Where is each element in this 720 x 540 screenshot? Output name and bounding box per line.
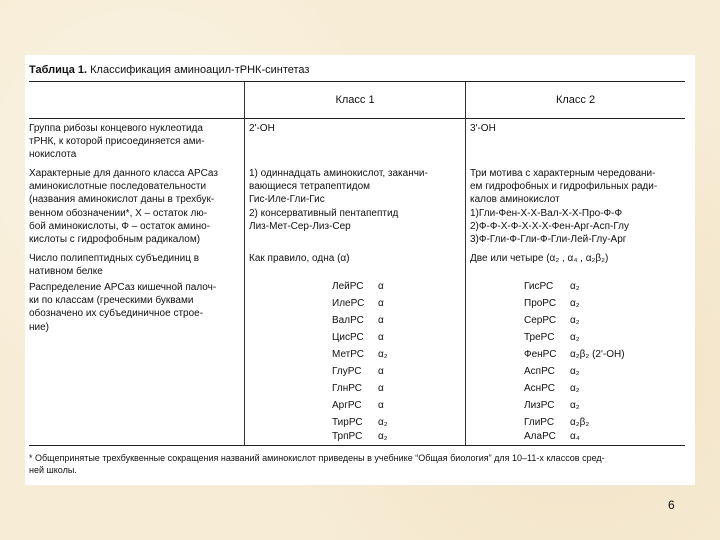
footnote	[29, 452, 605, 476]
row1-class2: 3'-ОН	[470, 123, 496, 134]
text-line: нокислота	[29, 149, 77, 161]
text-line: 2)Ф-Ф-Х-Ф-Х-Х-Х-Фен-Арг-Асп-Глу	[470, 220, 630, 232]
header-class-2: Класс 2	[555, 94, 596, 106]
text-line: ние)	[29, 321, 49, 333]
enzyme-name: ГлиРС	[524, 417, 555, 428]
class1-enzyme	[332, 417, 388, 428]
caption-text: Классификация аминоацил-тРНК-синтетаз	[90, 64, 310, 76]
text-line: Распределение АРСаз кишечной палоч-	[29, 282, 217, 293]
row2-class2	[470, 167, 657, 246]
text-line: калов аминокислот	[470, 194, 560, 206]
class2-enzyme	[524, 332, 580, 343]
enzyme-name: ГлнРС	[332, 383, 362, 394]
subunit-structure: α₂	[570, 400, 580, 411]
enzyme-name: МетРС	[332, 349, 365, 360]
enzyme-name: ВалРС	[332, 315, 364, 326]
enzyme-name: ЦисРС	[332, 332, 364, 343]
row4-criterion	[29, 281, 216, 334]
enzyme-name: ГисРС	[524, 281, 554, 292]
class1-enzyme	[332, 349, 388, 360]
text-line: * Общепринятые трехбуквенные сокращения названий аминокислот приведены в учебнике “Общая биология” для 10–11-х классов сред-	[29, 453, 605, 463]
subunit-structure: α₂	[570, 366, 580, 377]
class2-enzyme	[524, 281, 580, 292]
enzyme-name: СерРС	[524, 315, 557, 326]
column-divider-2	[465, 81, 466, 445]
table-rule-top	[29, 81, 685, 82]
enzyme-name: АлаРС	[524, 431, 556, 442]
class1-enzyme	[332, 315, 384, 326]
text-line: Характерные для данного класса АРСаз	[29, 168, 218, 179]
class2-enzyme	[524, 298, 580, 309]
class1-enzyme	[332, 332, 384, 343]
text-line: Группа рибозы концевого нуклеотида	[29, 123, 203, 134]
subunit-structure: α₂β₂ (2'-ОН)	[570, 349, 625, 360]
column-divider-1	[244, 81, 245, 445]
class1-enzyme	[332, 281, 384, 292]
row2-class1	[249, 167, 428, 233]
enzyme-name: ЛизРС	[524, 400, 555, 411]
class1-enzyme	[332, 298, 384, 309]
enzyme-name: ТрпРС	[332, 431, 363, 442]
class1-enzyme	[332, 383, 384, 394]
text-line: Число полипептидных субъединиц в	[29, 253, 200, 264]
subunit-structure: α₂	[378, 349, 388, 360]
enzyme-name: ЛейРС	[332, 281, 364, 292]
text-line: Гис-Иле-Гли-Гис	[249, 194, 325, 206]
class2-enzyme	[524, 383, 580, 394]
row3-class2: Две или четыре (α₂ , α₄ , α₂β₂)	[470, 253, 609, 264]
text-line: кислоты с гидрофобным радикалом)	[29, 234, 201, 246]
enzyme-name: АснРС	[524, 383, 555, 394]
subunit-structure: α₂β₂	[570, 417, 590, 428]
text-line: аминокислотные последовательности	[29, 181, 207, 193]
subunit-structure: α₂	[570, 298, 580, 309]
table-rule-header	[29, 118, 685, 119]
text-line: обозначено их субъединичное строе-	[29, 308, 204, 320]
enzyme-name: ГлуРС	[332, 366, 362, 377]
enzyme-name: ТреРС	[524, 332, 555, 343]
text-line: ней школы.	[29, 465, 77, 475]
page-number: 6	[668, 498, 675, 512]
subunit-structure: α	[378, 383, 384, 394]
enzyme-name: ПроРС	[524, 298, 557, 309]
subunit-structure: α₂	[570, 315, 580, 326]
subunit-structure: α₄	[570, 431, 580, 442]
class1-enzyme	[332, 431, 388, 442]
class2-enzyme	[524, 366, 580, 377]
table-caption	[29, 64, 309, 76]
text-line: Лиз-Мет-Сер-Лиз-Сер	[249, 220, 351, 232]
class1-enzyme	[332, 366, 384, 377]
text-line: Три мотива с характерным чередовани-	[470, 168, 656, 179]
text-line: вающиеся тетрапептидом	[249, 181, 371, 193]
table-rule-bottom	[29, 445, 685, 446]
subunit-structure: α	[378, 332, 384, 343]
row2-criterion	[29, 167, 218, 246]
row1-class1: 2'-ОН	[249, 123, 275, 134]
enzyme-name: АргРС	[332, 400, 362, 411]
subunit-structure: α	[378, 400, 384, 411]
subunit-structure: α₂	[570, 383, 580, 394]
text-line: 2) консервативный пентапептид	[249, 207, 399, 219]
class2-enzyme	[524, 315, 580, 326]
class2-enzyme	[524, 431, 580, 442]
class1-enzyme	[332, 400, 384, 411]
enzyme-name: АспРС	[524, 366, 555, 377]
subunit-structure: α₂	[570, 281, 580, 292]
text-line: бой аминокислоты, Ф – остаток амино-	[29, 220, 211, 232]
enzyme-name: ФенРС	[524, 349, 557, 360]
subunit-structure: α	[378, 315, 384, 326]
class2-enzyme	[524, 349, 625, 360]
text-line: ем гидрофобных и гидрофильных ради-	[470, 181, 658, 193]
subunit-structure: α	[378, 298, 384, 309]
enzyme-name: ТирРС	[332, 417, 363, 428]
text-line: 1) одиннадцать аминокислот, заканчи-	[249, 168, 428, 179]
document-page	[25, 55, 695, 485]
row3-criterion	[29, 252, 199, 278]
class2-enzyme	[524, 400, 580, 411]
subunit-structure: α₂	[378, 431, 388, 442]
text-line: венном обозначении*, Х – остаток лю-	[29, 207, 208, 219]
caption-label: Таблица 1.	[29, 64, 88, 76]
text-line: нативном белке	[29, 266, 103, 278]
row3-class1: Как правило, одна (α)	[249, 253, 350, 264]
text-line: 3)Ф-Гли-Ф-Гли-Ф-Гли-Лей-Глу-Арг	[470, 234, 627, 246]
header-class-1: Класс 1	[335, 94, 375, 106]
enzyme-name: ИлеРС	[332, 298, 365, 309]
text-line: (названия аминокислот даны в трехбук-	[29, 194, 215, 206]
class2-enzyme	[524, 417, 589, 428]
subunit-structure: α₂	[570, 332, 580, 343]
text-line: тРНК, к которой присоединяется ами-	[29, 136, 205, 148]
subunit-structure: α	[378, 281, 384, 292]
text-line: ки по классам (греческими буквами	[29, 295, 194, 307]
text-line: 1)Гли-Фен-Х-Х-Вал-Х-Х-Про-Ф-Ф	[470, 207, 623, 219]
row1-criterion	[29, 122, 205, 162]
subunit-structure: α	[378, 366, 384, 377]
subunit-structure: α₂	[378, 417, 388, 428]
